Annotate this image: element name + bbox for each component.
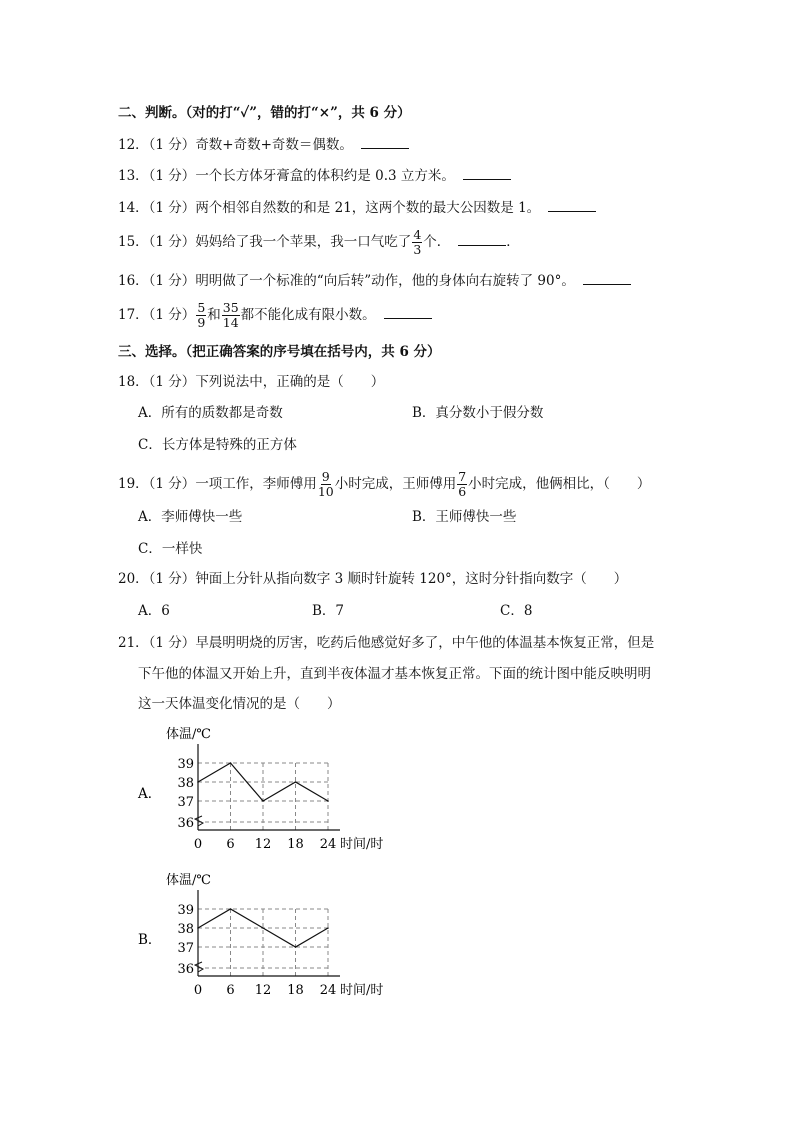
- denominator: 6: [458, 484, 467, 499]
- answer-blank[interactable]: [458, 231, 506, 246]
- question-number: 20．（1 分）: [118, 571, 196, 587]
- x-tick-label: 24: [319, 837, 337, 852]
- fraction: [318, 470, 334, 499]
- denominator: 10: [317, 484, 334, 499]
- y-tick-label: 37: [177, 795, 194, 810]
- question-number: 19．（1 分）: [118, 476, 196, 492]
- question-number: 21．（1 分）: [118, 635, 196, 651]
- question-text: 妈妈给了我一个苹果，我一口气吃了: [195, 234, 412, 250]
- fraction: [196, 301, 206, 330]
- data-point: [230, 908, 232, 910]
- fraction: [457, 470, 467, 499]
- question-number: 12．（1 分）: [118, 137, 196, 153]
- numerator: 4: [413, 227, 422, 242]
- data-point: [197, 781, 199, 783]
- option-a[interactable]: A．6: [138, 603, 170, 619]
- denominator: 3: [413, 242, 422, 257]
- question-text: 两个相邻自然数的和是 21，这两个数的最大公因数是 1。: [195, 200, 541, 216]
- question-16: [118, 270, 631, 290]
- question-text: 下列说法中，正确的是（ ）: [195, 374, 385, 390]
- question-12: [118, 134, 409, 154]
- y-tick-label: 39: [177, 903, 194, 918]
- option-c[interactable]: C．8: [500, 603, 533, 619]
- question-text: 钟面上分针从指向数字 3 顺时针旋转 120°，这时分针指向数字（ ）: [195, 571, 628, 587]
- y-tick-label: 37: [177, 941, 194, 956]
- question-number: 15．（1 分）: [118, 234, 196, 250]
- fraction: [222, 301, 240, 330]
- y-axis-label: 体温/℃: [166, 873, 211, 888]
- option-b[interactable]: B．真分数小于假分数: [412, 405, 544, 421]
- x-tick-label: 18: [287, 837, 304, 852]
- question-14: [118, 197, 596, 217]
- answer-blank[interactable]: [583, 270, 631, 285]
- option-label: A．: [138, 786, 162, 802]
- question-21-line2: 下午他的体温又开始上升，直到半夜体温才基本恢复正常。下面的统计图中能反映明明: [138, 666, 651, 682]
- question-text: 明明做了一个标准的“向后转”动作，他的身体向右旋转了 90°。: [195, 273, 575, 289]
- x-tick-label: 18: [287, 983, 304, 998]
- question-text-tail: 个．: [423, 234, 451, 250]
- question-21: [118, 634, 654, 652]
- data-point: [230, 762, 232, 764]
- question-13: [118, 165, 511, 185]
- question-number: 16．（1 分）: [118, 273, 196, 289]
- x-axis-label: 时间/时: [340, 983, 384, 998]
- question-text: 都不能化成有限小数。: [240, 307, 376, 323]
- option-c[interactable]: C．一样快: [138, 541, 203, 557]
- conjunction: 和: [207, 307, 221, 323]
- answer-blank[interactable]: [361, 134, 409, 149]
- data-point: [197, 927, 199, 929]
- numerator: 5: [197, 300, 206, 315]
- numerator: 35: [222, 300, 239, 315]
- axis-break: [195, 962, 203, 972]
- data-point: [327, 927, 329, 929]
- x-tick-label: 0: [193, 837, 203, 852]
- question-17: [118, 301, 432, 330]
- option-label: B．: [138, 932, 162, 948]
- x-tick-label: 6: [226, 983, 235, 998]
- data-point: [295, 781, 297, 783]
- question-text-mid: 小时完成，王师傅用: [334, 476, 457, 492]
- x-tick-label: 12: [254, 983, 272, 998]
- y-tick-label: 36: [177, 962, 194, 977]
- data-point: [262, 927, 264, 929]
- question-21-line3: 这一天体温变化情况的是（ ）: [138, 696, 341, 712]
- data-point: [262, 800, 264, 802]
- answer-blank[interactable]: [463, 165, 511, 180]
- x-tick-label: 12: [254, 837, 272, 852]
- denominator: 9: [197, 315, 206, 330]
- data-point: [327, 800, 329, 802]
- question-18: [118, 373, 384, 391]
- x-tick-label: 0: [193, 983, 203, 998]
- fraction: [412, 228, 422, 257]
- option-b[interactable]: B．王师傅快一些: [412, 509, 517, 525]
- question-number: 14．（1 分）: [118, 200, 196, 216]
- data-point: [295, 946, 297, 948]
- y-tick-label: 39: [177, 757, 194, 772]
- temperature-chart-b[interactable]: [130, 868, 400, 1008]
- option-c[interactable]: C．长方体是特殊的正方体: [138, 437, 297, 453]
- question-number: 18．（1 分）: [118, 374, 196, 390]
- numerator: 7: [458, 469, 467, 484]
- denominator: 14: [222, 315, 239, 330]
- period: ．: [506, 234, 520, 250]
- y-tick-label: 38: [177, 922, 194, 937]
- question-text-line1: 早晨明明烧的厉害，吃药后他感觉好多了，中午他的体温基本恢复正常，但是: [195, 635, 655, 651]
- x-tick-label: 24: [319, 983, 337, 998]
- question-text: 一项工作，李师傅用: [195, 476, 317, 492]
- question-text: 奇数+奇数+奇数＝偶数。: [195, 137, 353, 153]
- option-a[interactable]: A．所有的质数都是奇数: [138, 405, 283, 421]
- question-text: 一个长方体牙膏盒的体积约是 0.3 立方米。: [195, 168, 455, 184]
- numerator: 9: [321, 469, 330, 484]
- question-20: [118, 570, 627, 588]
- question-number: 17．（1 分）: [118, 307, 196, 323]
- axis-break: [195, 816, 203, 826]
- x-axis-label: 时间/时: [340, 837, 384, 852]
- answer-blank[interactable]: [548, 197, 596, 212]
- answer-blank[interactable]: [384, 304, 432, 319]
- y-tick-label: 36: [177, 816, 194, 831]
- x-tick-label: 6: [226, 837, 235, 852]
- option-b[interactable]: B．7: [312, 603, 345, 619]
- section-title-choice: 三、选择。（把正确答案的序号填在括号内，共 6 分）: [118, 344, 441, 360]
- question-19: [118, 470, 650, 499]
- temperature-chart-a[interactable]: [130, 722, 400, 862]
- question-text-tail: 小时完成，他俩相比，（ ）: [468, 476, 651, 492]
- question-number: 13．（1 分）: [118, 168, 196, 184]
- section-title-judgement: 二、判断。（对的打“✓”，错的打“×”，共 6 分）: [118, 105, 411, 121]
- y-tick-label: 38: [177, 776, 194, 791]
- question-15: [118, 228, 520, 257]
- option-a[interactable]: A．李师傅快一些: [138, 509, 243, 525]
- y-axis-label: 体温/℃: [166, 727, 211, 742]
